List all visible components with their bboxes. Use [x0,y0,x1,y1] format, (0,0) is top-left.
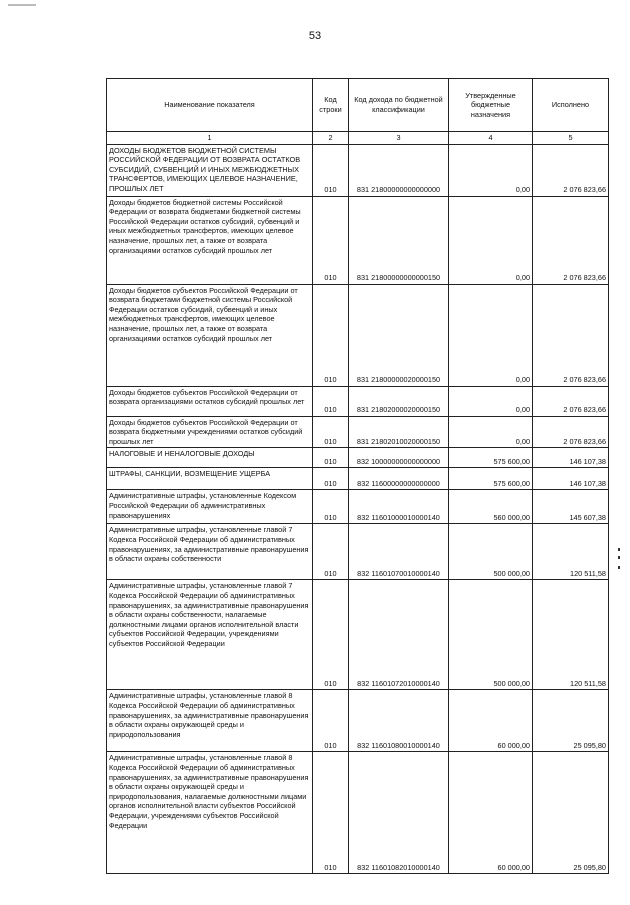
row-name: ШТРАФЫ, САНКЦИИ, ВОЗМЕЩЕНИЕ УЩЕРБА [107,468,313,490]
row-approved-value: 0,00 [449,144,533,196]
row-name: Административные штрафы, установленные главой 7 Кодекса Российской Федерации об административных правонарушениях, за административные правонарушения в области охраны собственности, налагаемые должностными лицами органов исполнительной власти субъектов Российской Федерации, учреждениями субъектов Российской Федерации [107,580,313,690]
budget-report-table [106,78,609,874]
row-name: Административные штрафы, установленные главой 7 Кодекса Российской Федерации об административных правонарушениях, за административные правонарушения в области охраны собственности [107,524,313,580]
row-approved-value: 0,00 [449,416,533,448]
row-line-code: 010 [313,416,349,448]
row-budget-code: 832 11600000000000000 [349,468,449,490]
table-row [107,524,609,580]
row-name: Административные штрафы, установленные Кодексом Российской Федерации об административных правонарушениях [107,490,313,524]
column-number: 5 [533,132,609,145]
row-line-code: 010 [313,144,349,196]
row-name: Доходы бюджетов субъектов Российской Федерации от возврата бюджетами бюджетной системы Российской Федерации остатков субсидий, субвенций и иных межбюджетных трансфертов, имеющих целевое назначение, прошлых лет, а также от возврата организациями остатков субсидий прошлых лет [107,284,313,386]
scan-mark [8,4,36,6]
row-executed-value: 120 511,58 [533,524,609,580]
row-approved-value: 0,00 [449,386,533,416]
row-budget-code: 832 10000000000000000 [349,448,449,468]
table-row [107,490,609,524]
row-budget-code: 831 21802010020000150 [349,416,449,448]
table-row [107,196,609,284]
row-line-code: 010 [313,490,349,524]
row-approved-value: 575 600,00 [449,468,533,490]
header-line-code: Код строки [313,79,349,132]
column-number: 4 [449,132,533,145]
table-row [107,752,609,874]
table-row [107,690,609,752]
header-budget-code: Код дохода по бюджетной классификации [349,79,449,132]
scan-edge-mark [618,556,620,559]
row-line-code: 010 [313,448,349,468]
row-executed-value: 2 076 823,66 [533,144,609,196]
row-line-code: 010 [313,196,349,284]
row-approved-value: 0,00 [449,284,533,386]
table-row [107,448,609,468]
row-executed-value: 145 607,38 [533,490,609,524]
row-budget-code: 832 11601070010000140 [349,524,449,580]
row-name: Доходы бюджетов субъектов Российской Федерации от возврата организациями остатков субсидий прошлых лет [107,386,313,416]
row-approved-value: 500 000,00 [449,524,533,580]
row-budget-code: 831 21800000000000150 [349,196,449,284]
table-row [107,416,609,448]
column-number: 1 [107,132,313,145]
row-line-code: 010 [313,580,349,690]
row-executed-value: 25 095,80 [533,690,609,752]
row-name: Доходы бюджетов бюджетной системы Российской Федерации от возврата бюджетами бюджетной системы Российской Федерации остатков субсидий, субвенций и иных межбюджетных трансфертов, имеющих целевое назначение, прошлых лет, а также от возврата организациями остатков субсидий прошлых лет [107,196,313,284]
table-row [107,386,609,416]
row-line-code: 010 [313,386,349,416]
scan-edge-mark [618,548,620,551]
row-line-code: 010 [313,284,349,386]
header-name: Наименование показателя [107,79,313,132]
page-number: 53 [308,30,322,42]
row-approved-value: 500 000,00 [449,580,533,690]
header-approved: Утвержденные бюджетные назначения [449,79,533,132]
scan-edge-mark [618,566,620,569]
row-approved-value: 60 000,00 [449,752,533,874]
table-row [107,580,609,690]
row-name: НАЛОГОВЫЕ И НЕНАЛОГОВЫЕ ДОХОДЫ [107,448,313,468]
row-budget-code: 832 11601072010000140 [349,580,449,690]
row-line-code: 010 [313,468,349,490]
table-row [107,144,609,196]
row-executed-value: 146 107,38 [533,468,609,490]
row-approved-value: 560 000,00 [449,490,533,524]
row-approved-value: 60 000,00 [449,690,533,752]
row-executed-value: 2 076 823,66 [533,386,609,416]
row-name: Административные штрафы, установленные главой 8 Кодекса Российской Федерации об административных правонарушениях, за административные правонарушения в области охраны окружающей среды и природопользования [107,690,313,752]
row-approved-value: 575 600,00 [449,448,533,468]
row-executed-value: 120 511,58 [533,580,609,690]
row-budget-code: 831 21802000020000150 [349,386,449,416]
row-executed-value: 2 076 823,66 [533,284,609,386]
row-line-code: 010 [313,690,349,752]
row-executed-value: 146 107,38 [533,448,609,468]
row-budget-code: 832 11601082010000140 [349,752,449,874]
row-name: ДОХОДЫ БЮДЖЕТОВ БЮДЖЕТНОЙ СИСТЕМЫ РОССИЙСКОЙ ФЕДЕРАЦИИ ОТ ВОЗВРАТА ОСТАТКОВ СУБСИДИЙ, СУБВЕНЦИЙ И ИНЫХ МЕЖБЮДЖЕТНЫХ ТРАНСФЕРТОВ, ИМЕЮЩИХ ЦЕЛЕВОЕ НАЗНАЧЕНИЕ, ПРОШЛЫХ ЛЕТ [107,144,313,196]
row-executed-value: 2 076 823,66 [533,416,609,448]
row-budget-code: 832 11601000010000140 [349,490,449,524]
row-executed-value: 2 076 823,66 [533,196,609,284]
header-executed: Исполнено [533,79,609,132]
row-name: Административные штрафы, установленные главой 8 Кодекса Российской Федерации об административных правонарушениях, за административные правонарушения в области охраны окружающей среды и природопользования, налагаемые должностными лицами органов исполнительной власти субъектов Российской Федерации, учреждениями субъектов Российской Федерации [107,752,313,874]
table-row [107,284,609,386]
row-line-code: 010 [313,524,349,580]
column-number: 3 [349,132,449,145]
table-header-row [107,79,609,132]
row-line-code: 010 [313,752,349,874]
row-budget-code: 831 21800000020000150 [349,284,449,386]
row-budget-code: 831 21800000000000000 [349,144,449,196]
row-budget-code: 832 11601080010000140 [349,690,449,752]
column-number-row [107,132,609,145]
table-row [107,468,609,490]
column-number: 2 [313,132,349,145]
row-approved-value: 0,00 [449,196,533,284]
row-executed-value: 25 095,80 [533,752,609,874]
row-name: Доходы бюджетов субъектов Российской Федерации от возврата бюджетными учреждениями остатков субсидий прошлых лет [107,416,313,448]
